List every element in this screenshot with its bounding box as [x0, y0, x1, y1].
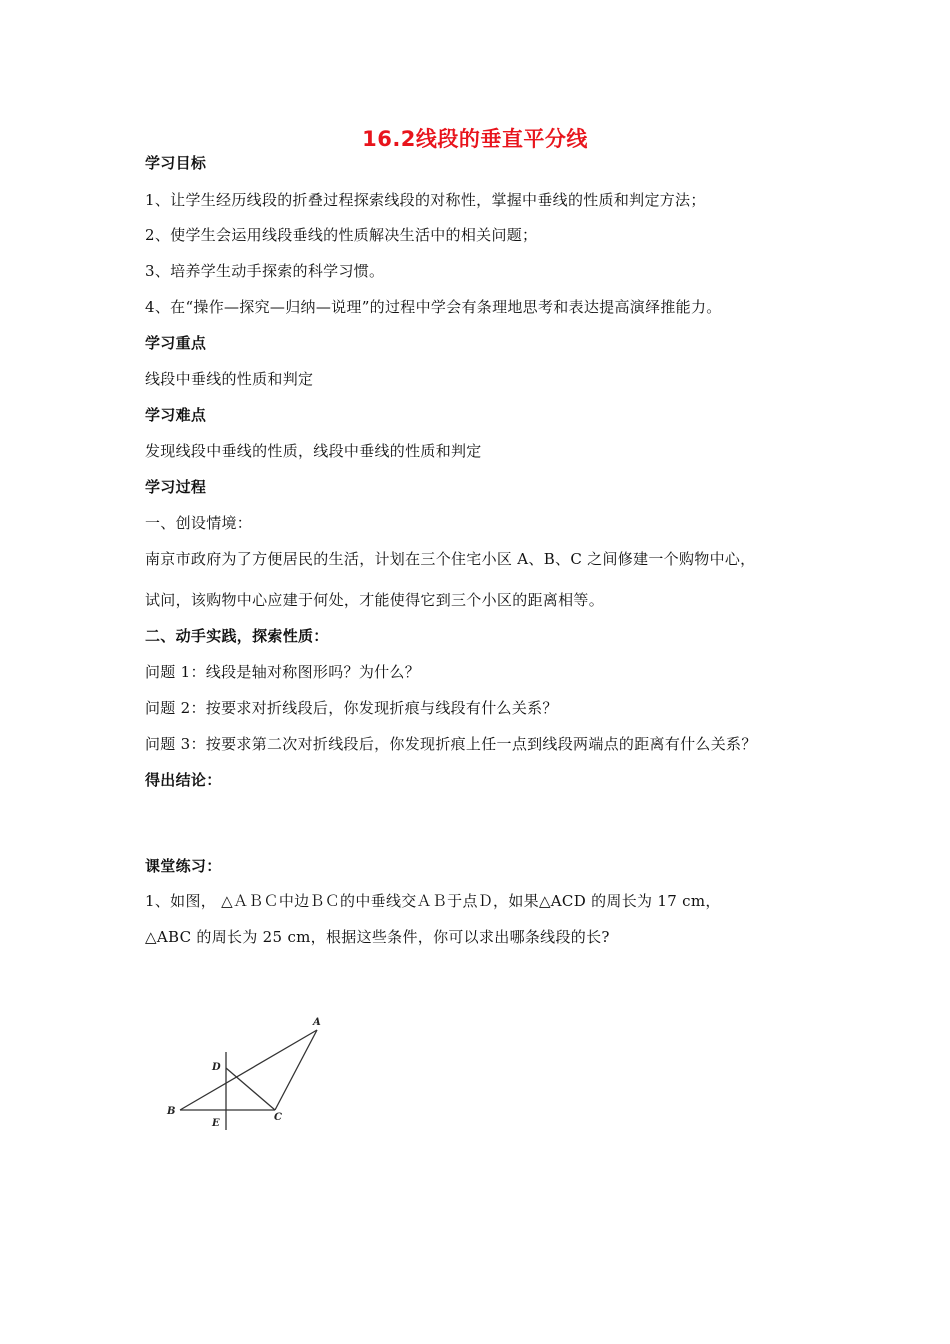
- goal-item-1: 1、让学生经历线段的折叠过程探索线段的对称性，掌握中垂线的性质和判定方法；: [145, 191, 706, 209]
- exercise-line-2: △ABC 的周长为 25 cm，根据这些条件，你可以求出哪条线段的长?: [145, 928, 610, 946]
- exercise-line-1: 1、如图， △ＡＢＣ中边ＢＣ的中垂线交ＡＢ于点Ｄ，如果△ACD 的周长为 17 cm，: [145, 892, 721, 910]
- segment-dc: [226, 1068, 275, 1110]
- goals-heading: 学习目标: [145, 154, 207, 172]
- triangle-figure: [160, 1010, 340, 1135]
- scenario-heading: 一、创设情境：: [145, 514, 253, 532]
- key-points-heading: 学习重点: [145, 334, 207, 352]
- exercise-heading: 课堂练习：: [145, 857, 222, 875]
- goal-item-3: 3、培养学生动手探索的科学习惯。: [145, 262, 385, 280]
- conclusion-heading: 得出结论：: [145, 771, 222, 789]
- difficulties-text: 发现线段中垂线的性质，线段中垂线的性质和判定: [145, 442, 482, 460]
- scenario-line-1: 南京市政府为了方便居民的生活，计划在三个住宅小区 A、B、C 之间修建一个购物中心，: [145, 550, 756, 568]
- goal-item-2: 2、使学生会运用线段垂线的性质解决生活中的相关问题；: [145, 226, 538, 244]
- scenario-line-2: 试问，该购物中心应建于何处，才能使得它到三个小区的距离相等。: [145, 591, 605, 609]
- question-2: 问题 2：按要求对折线段后，你发现折痕与线段有什么关系？: [145, 699, 558, 717]
- question-1: 问题 1：线段是轴对称图形吗？为什么？: [145, 663, 421, 681]
- label-c: C: [274, 1112, 282, 1123]
- label-d: D: [212, 1062, 221, 1073]
- goal-item-4: 4、在“操作—探究—归纳—说理”的过程中学会有条理地思考和表达提高演绎推能力。: [145, 298, 722, 316]
- document-title: 16.2线段的垂直平分线: [362, 127, 588, 151]
- difficulties-heading: 学习难点: [145, 406, 207, 424]
- label-a: A: [313, 1017, 321, 1028]
- label-b: B: [167, 1106, 176, 1117]
- process-heading: 学习过程: [145, 478, 207, 496]
- practice-heading: 二、动手实践，探索性质：: [145, 627, 329, 645]
- key-points-text: 线段中垂线的性质和判定: [145, 370, 314, 388]
- triangle-diagram: [160, 1010, 340, 1135]
- label-e: E: [212, 1118, 220, 1129]
- question-3: 问题 3：按要求第二次对折线段后，你发现折痕上任一点到线段两端点的距离有什么关系？: [145, 735, 757, 753]
